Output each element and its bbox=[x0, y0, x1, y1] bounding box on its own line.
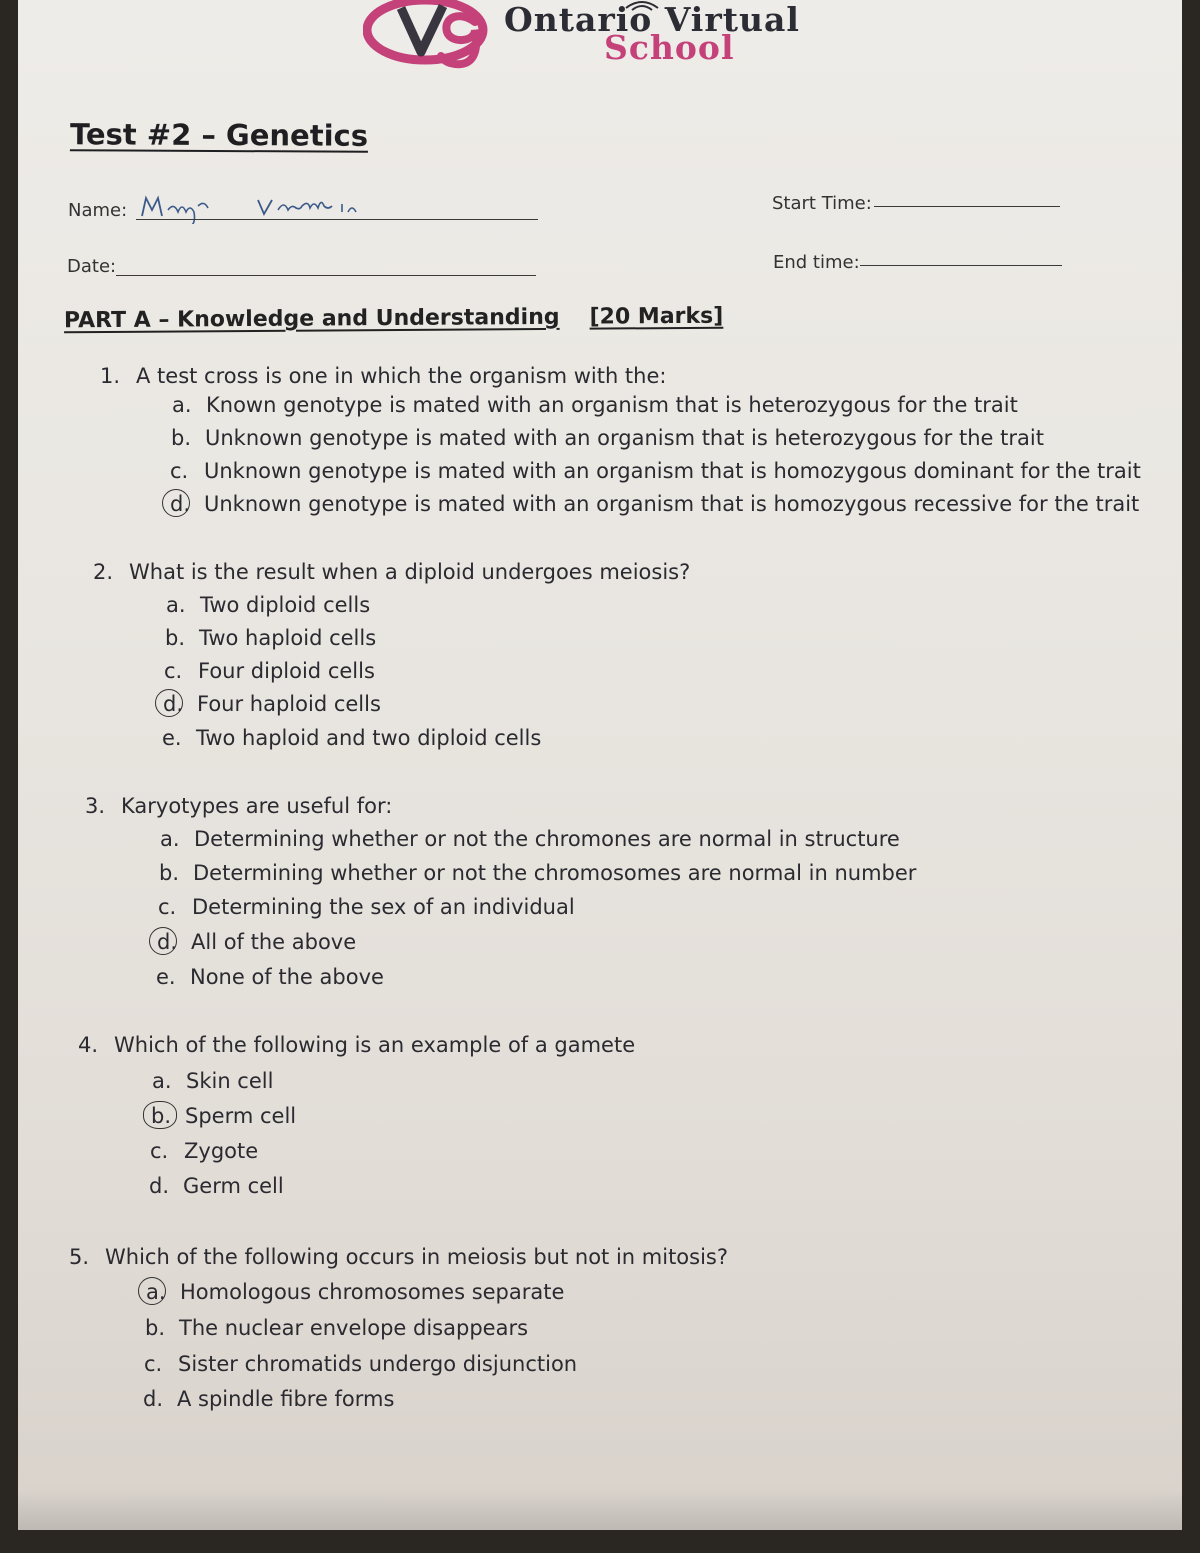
q3-option-d[interactable] bbox=[157, 930, 356, 954]
option-text: Four haploid cells bbox=[197, 692, 381, 716]
option-letter: c. bbox=[170, 459, 189, 483]
q4-option-c[interactable] bbox=[150, 1139, 258, 1163]
option-letter: c. bbox=[150, 1139, 169, 1163]
q1-option-a[interactable] bbox=[172, 393, 1018, 417]
option-text: The nuclear envelope disappears bbox=[179, 1316, 529, 1340]
wordmark-line2: School bbox=[604, 28, 735, 67]
q3-option-e[interactable] bbox=[156, 965, 384, 989]
question-number: 5. bbox=[69, 1245, 90, 1269]
part-a-title bbox=[64, 304, 723, 334]
name-line bbox=[136, 219, 538, 220]
test-sheet bbox=[18, 0, 1182, 1530]
question-number: 3. bbox=[85, 794, 106, 818]
option-letter: a. bbox=[160, 827, 180, 851]
option-letter bbox=[146, 1280, 180, 1304]
date-line bbox=[116, 275, 536, 276]
question-1 bbox=[100, 364, 666, 388]
option-text: Two haploid and two diploid cells bbox=[196, 726, 542, 750]
date-label: Date: bbox=[67, 256, 117, 277]
option-text: Determining whether or not the chromosomes are normal in number bbox=[193, 861, 917, 885]
option-text: Determining whether or not the chromones are normal in structure bbox=[194, 827, 900, 851]
option-text: Skin cell bbox=[186, 1069, 274, 1093]
option-letter-text: a. bbox=[146, 1280, 166, 1304]
answer-circle bbox=[143, 1101, 177, 1129]
end-time-label: End time: bbox=[773, 252, 860, 273]
question-number: 1. bbox=[100, 364, 121, 388]
option-letter: c. bbox=[158, 895, 177, 919]
option-text: Unknown genotype is mated with an organism that is homozygous dominant for the trait bbox=[204, 459, 1141, 483]
option-letter: c. bbox=[144, 1352, 163, 1376]
start-time-line bbox=[874, 206, 1060, 207]
option-text: None of the above bbox=[190, 965, 384, 989]
question-2 bbox=[93, 560, 690, 584]
part-a-marks: [20 Marks] bbox=[589, 303, 724, 330]
option-letter: d. bbox=[149, 1174, 170, 1198]
option-letter: a. bbox=[172, 393, 192, 417]
answer-circle bbox=[149, 927, 177, 955]
answer-circle bbox=[155, 689, 183, 717]
name-label: Name: bbox=[68, 200, 128, 221]
question-5 bbox=[69, 1245, 728, 1269]
q5-option-d[interactable] bbox=[143, 1387, 394, 1411]
option-text: Zygote bbox=[184, 1139, 259, 1163]
option-letter-text: b. bbox=[151, 1104, 172, 1128]
start-time-label: Start Time: bbox=[772, 193, 872, 214]
q4-option-a[interactable] bbox=[152, 1069, 273, 1093]
q4-option-b[interactable] bbox=[151, 1104, 296, 1128]
option-text: A spindle fibre forms bbox=[177, 1387, 395, 1411]
q5-option-a[interactable] bbox=[146, 1280, 564, 1304]
question-text: A test cross is one in which the organism with the: bbox=[136, 364, 667, 388]
option-letter: b. bbox=[165, 626, 186, 650]
q2-option-a[interactable] bbox=[166, 593, 370, 617]
question-3 bbox=[85, 794, 392, 818]
option-letter: d. bbox=[143, 1387, 164, 1411]
option-letter-text: d. bbox=[163, 692, 184, 716]
question-text: Karyotypes are useful for: bbox=[121, 794, 393, 818]
option-text: Sister chromatids undergo disjunction bbox=[178, 1352, 578, 1376]
answer-circle bbox=[162, 489, 190, 517]
option-letter bbox=[163, 692, 197, 716]
part-a-heading: PART A – Knowledge and Understanding bbox=[63, 304, 560, 334]
option-letter bbox=[157, 930, 191, 954]
question-text: Which of the following occurs in meiosis but not in mitosis? bbox=[105, 1245, 729, 1269]
page-edge-shadow bbox=[18, 1490, 1182, 1530]
option-text: Two haploid cells bbox=[199, 626, 377, 650]
option-letter-text: d. bbox=[170, 492, 191, 516]
option-text: Known genotype is mated with an organism that is heterozygous for the trait bbox=[206, 393, 1018, 417]
question-number: 4. bbox=[78, 1033, 99, 1057]
option-letter: b. bbox=[159, 861, 180, 885]
option-letter: a. bbox=[166, 593, 186, 617]
option-letter: e. bbox=[156, 965, 176, 989]
option-text: Germ cell bbox=[183, 1174, 284, 1198]
q2-option-d[interactable] bbox=[163, 692, 381, 716]
option-text: Four diploid cells bbox=[198, 659, 375, 683]
option-letter: a. bbox=[152, 1069, 172, 1093]
q4-option-d[interactable] bbox=[149, 1174, 284, 1198]
question-number: 2. bbox=[93, 560, 114, 584]
ovs-logo-icon bbox=[363, 0, 503, 70]
option-letter: e. bbox=[162, 726, 182, 750]
option-letter: b. bbox=[171, 426, 192, 450]
option-text: Unknown genotype is mated with an organism that is heterozygous for the trait bbox=[205, 426, 1044, 450]
q2-option-c[interactable] bbox=[164, 659, 375, 683]
option-letter-text: d. bbox=[157, 930, 178, 954]
end-time-line bbox=[860, 265, 1062, 266]
test-title: Test #2 – Genetics bbox=[69, 117, 369, 153]
q1-option-c[interactable] bbox=[170, 459, 1141, 483]
option-text: All of the above bbox=[191, 930, 357, 954]
q1-option-b[interactable] bbox=[171, 426, 1044, 450]
option-letter bbox=[170, 492, 204, 516]
question-text: What is the result when a diploid undergoes meiosis? bbox=[129, 560, 691, 584]
option-text: Two diploid cells bbox=[200, 593, 371, 617]
option-text: Homologous chromosomes separate bbox=[180, 1280, 565, 1304]
option-text: Unknown genotype is mated with an organism that is homozygous recessive for the trait bbox=[204, 492, 1140, 516]
option-letter bbox=[151, 1104, 185, 1128]
option-text: Sperm cell bbox=[185, 1104, 297, 1128]
q3-option-c[interactable] bbox=[158, 895, 575, 919]
option-text: Determining the sex of an individual bbox=[192, 895, 575, 919]
wordmark-line1: Ontario Virtual bbox=[504, 0, 800, 39]
option-letter: b. bbox=[145, 1316, 166, 1340]
question-text: Which of the following is an example of a gamete bbox=[114, 1033, 636, 1057]
q5-option-c[interactable] bbox=[144, 1352, 577, 1376]
option-letter: c. bbox=[164, 659, 183, 683]
question-4 bbox=[78, 1033, 635, 1057]
q3-option-a[interactable] bbox=[160, 827, 900, 851]
q3-option-b[interactable] bbox=[159, 861, 916, 885]
answer-circle bbox=[138, 1277, 166, 1305]
q2-option-b[interactable] bbox=[165, 626, 376, 650]
q5-option-b[interactable] bbox=[145, 1316, 528, 1340]
q1-option-d[interactable] bbox=[170, 492, 1139, 516]
q2-option-e[interactable] bbox=[162, 726, 541, 750]
